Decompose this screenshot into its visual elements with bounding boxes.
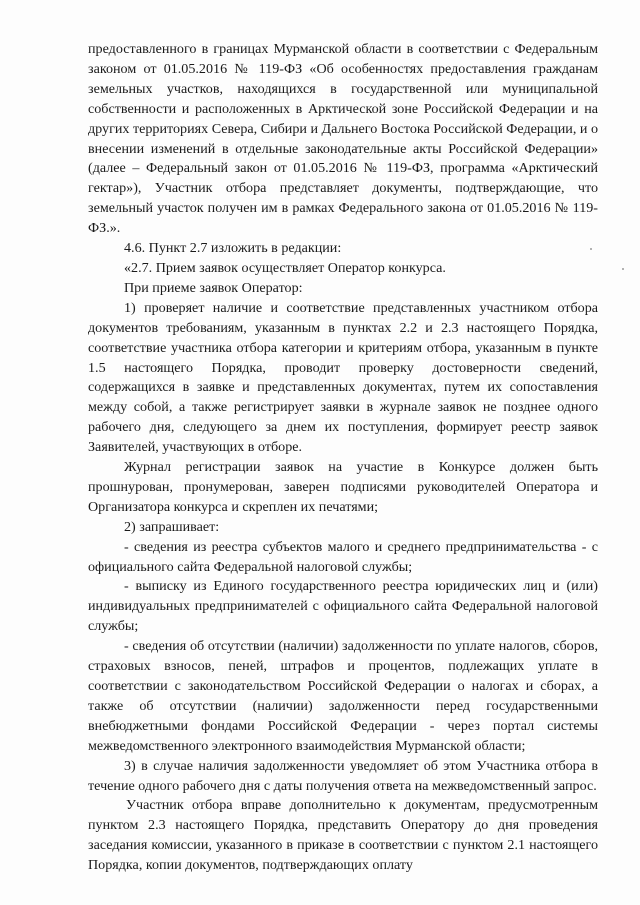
list-item-sme-registry: - сведения из реестра субъектов малого и среднего предпринимательства - с официального сайта Федеральной налоговой службы; bbox=[88, 538, 598, 575]
paragraph-additional-documents: Участник отбора вправе дополнительно к документам, предусмотренным пунктом 2.3 настоящего Порядка, представить Оператору до дня проведения заседания комиссии, указанного в приказе в соответствии с пунктом 2.1 настоящего Порядка, копии документов, подтверждающих оплату bbox=[88, 797, 598, 874]
scan-speck bbox=[590, 248, 592, 250]
paragraph-debt-notification: 3) в случае наличия задолженности уведомляет об этом Участника отбора в течение одного рабочего дня с даты получения ответа на межведомственный запрос. bbox=[88, 757, 598, 794]
paragraph-item-4-6: 4.6. Пункт 2.7 изложить в редакции: bbox=[124, 240, 342, 257]
list-item-egrul-extract: - выписку из Единого государственного реестра юридических лиц и (или) индивидуальных предпринимателей с официального сайта Федеральной налоговой службы; bbox=[88, 578, 598, 635]
paragraph-checks-documents: 1) проверяет наличие и соответствие представленных участником отбора документов требованиям, указанным в пунктах 2.2 и 2.3 настоящего Порядка, соответствие участника отбора категории и критериям отбора, указанным в пункте 1.5 настоящего Порядка, проводит проверку достоверности сведений, содержащихся в заявке и представленных документах, путем их сопоставления между собой, а также регистрирует заявки в журнале заявок не позднее одного рабочего дня, следующего за днем их поступления, формирует реестр заявок Заявителей, участвующих в отборе. bbox=[88, 299, 598, 456]
paragraph-item-2-7: «2.7. Прием заявок осуществляет Оператор конкурса. bbox=[124, 259, 446, 276]
paragraph-registration-journal: Журнал регистрации заявок на участие в Конкурсе должен быть прошнурован, пронумерован, заверен подписями руководителей Оператора и Организатора конкурса и скреплен их печатями; bbox=[88, 459, 598, 515]
list-item-tax-debt-info: - сведения об отсутствии (наличии) задолженности по уплате налогов, сборов, страховых взносов, пеней, штрафов и процентов, подлежащих уплате в соответствии с законодательством Российской Федерации о налогах и сборах, а также об отсутствии (наличии) задолженности перед государственными внебюджетными фондами Российской Федерации - через портал системы межведомственного электронного взаимодействия Мурманской области; bbox=[88, 638, 598, 754]
document-body bbox=[88, 40, 598, 876]
paragraph-arctic-hectare-clause: предоставленного в границах Мурманской области в соответствии с Федеральным законом от 01.05.2016 № 119-ФЗ «Об особенностях предоставления гражданам земельных участков, находящихся в государственной или муниципальной собственности и расположенных в Арктической зоне Российской Федерации и на других территориях Севера, Сибири и Дальнего Востока Российской Федерации, и о внесении изменений в отдельные законодательные акты Российской Федерации» (далее – Федеральный закон от 01.05.2016 № 119-ФЗ, программа «Арктический гектар»), Участник отбора представляет документы, подтверждающие, что земельный участок получен им в рамках Федерального закона от 01.05.2016 № 119-ФЗ.». bbox=[88, 41, 598, 237]
paragraph-requests: 2) запрашивает: bbox=[124, 518, 220, 535]
scan-speck bbox=[622, 268, 624, 270]
paragraph-operator-intro: При приеме заявок Оператор: bbox=[124, 279, 303, 296]
